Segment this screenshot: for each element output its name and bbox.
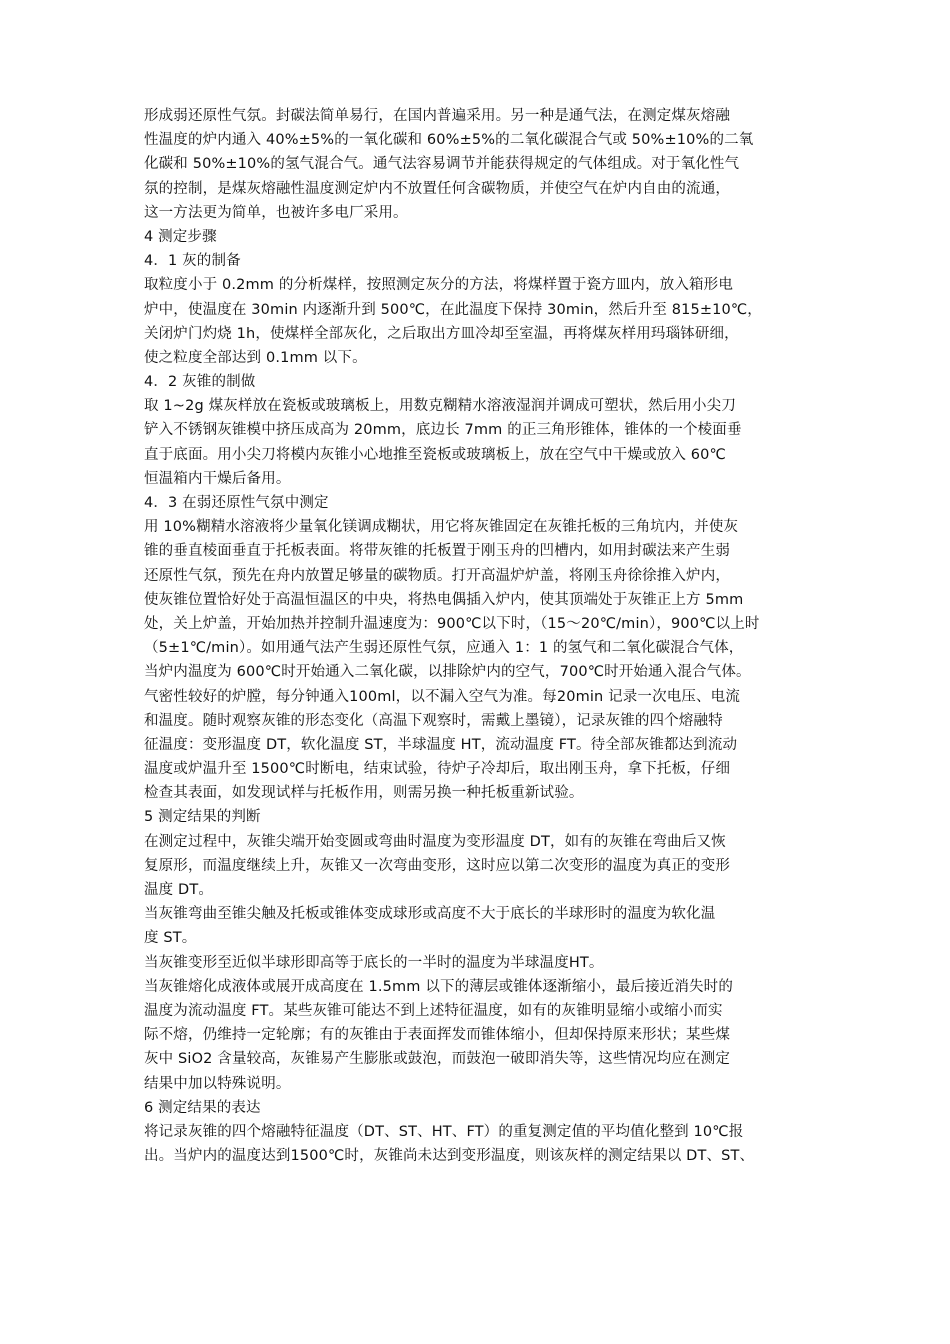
text-line: 出。当炉内的温度达到1500℃时，灰锥尚未达到变形温度，则该灰样的测定结果以 DT、ST、 bbox=[144, 1148, 755, 1165]
text-line: 氛的控制，是煤灰熔融性温度测定炉内不放置任何含碳物质，并使空气在炉内自由的流通， bbox=[144, 180, 730, 197]
text-line: 性温度的炉内通入 40%±5%的一氧化碳和 60%±5%的二氧化碳混合气或 50%±10%的二氧 bbox=[144, 132, 754, 149]
text-line: 4．1 灰的制备 bbox=[144, 253, 241, 270]
text-line: 温度或炉温升至 1500℃时断电，结束试验，待炉子冷却后，取出刚玉舟，拿下托板，仔细 bbox=[144, 761, 731, 778]
text-line: 结果中加以特殊说明。 bbox=[144, 1075, 291, 1092]
text-line: 度 ST。 bbox=[144, 930, 197, 947]
text-line: 化碳和 50%±10%的氢气混合气。通气法容易调节并能获得规定的气体组成。对于氧化性气 bbox=[144, 156, 740, 173]
text-line: 使之粒度全部达到 0.1mm 以下。 bbox=[144, 349, 367, 366]
text-line: 温度 DT。 bbox=[144, 882, 214, 898]
text-line: （5±1℃/min）。如用通气法产生弱还原性气氛，应通入 1：1 的氢气和二氧化碳混合气体， bbox=[144, 640, 744, 657]
text-line: 6 测定结果的表达 bbox=[144, 1099, 261, 1116]
text-line: 4 测定步骤 bbox=[144, 228, 217, 245]
text-line: 当灰锥弯曲至锥尖触及托板或锥体变成球形或高度不大于底长的半球形时的温度为软化温 bbox=[144, 906, 716, 923]
text-line: 温度为流动温度 FT。某些灰锥可能达不到上述特征温度，如有的灰锥明显缩小或缩小而实 bbox=[144, 1002, 723, 1019]
text-line: 将记录灰锥的四个熔融特征温度（DT、ST、HT、FT）的重复测定值的平均值化整到 10℃报 bbox=[144, 1123, 744, 1140]
text-line: 还原性气氛，预先在舟内放置足够量的碳物质。打开高温炉炉盖，将刚玉舟徐徐推入炉内， bbox=[144, 567, 730, 584]
text-line: 取 1~2g 煤灰样放在瓷板或玻璃板上，用数克糊精水溶液湿润并调成可塑状，然后用小尖刀 bbox=[144, 398, 736, 415]
text-line: 4．3 在弱还原性气氛中测定 bbox=[144, 495, 329, 511]
text-line: 用 10%糊精水溶液将少量氧化镁调成糊状，用它将灰锥固定在灰锥托板的三角坑内，并使灰 bbox=[144, 519, 739, 536]
text-line: 4．2 灰锥的制做 bbox=[144, 374, 256, 391]
text-line: 当灰锥熔化成液体或展开成高度在 1.5mm 以下的薄层或锥体逐渐缩小，最后接近消失时的 bbox=[144, 978, 733, 995]
text-line: 灰中 SiO2 含量较高，灰锥易产生膨胀或鼓泡，而鼓泡一破即消失等，这些情况均应在测定 bbox=[144, 1051, 731, 1068]
text-line: 直于底面。用小尖刀将模内灰锥小心地推至瓷板或玻璃板上，放在空气中干燥或放入 60℃ bbox=[144, 446, 726, 463]
text-line: 气密性较好的炉膛，每分钟通入100ml，以不漏入空气为准。每20min 记录一次电压、电流 bbox=[144, 688, 740, 705]
text-line: 在测定过程中，灰锥尖端开始变圆或弯曲时温度为变形温度 DT，如有的灰锥在弯曲后又恢 bbox=[144, 833, 726, 850]
text-line: 炉中，使温度在 30min 内逐渐升到 500℃，在此温度下保持 30min，然后升至 815±10℃， bbox=[144, 301, 762, 318]
text-line: 取粒度小于 0.2mm 的分析煤样，按照测定灰分的方法，将煤样置于瓷方皿内，放入箱形电 bbox=[144, 277, 733, 294]
text-line: 关闭炉门灼烧 1h，使煤样全部灰化，之后取出方皿冷却至室温，再将煤灰样用玛瑙钵研细， bbox=[144, 325, 739, 342]
text-line: 使灰锥位置恰好处于高温恒温区的中央，将热电偶插入炉内，使其顶端处于灰锥正上方 5mm bbox=[144, 591, 744, 608]
text-line: 际不熔，仍维持一定轮廓；有的灰锥由于表面挥发而锥体缩小，但却保持原来形状；某些煤 bbox=[144, 1027, 730, 1044]
text-line: 复原形，而温度继续上升，灰锥又一次弯曲变形，这时应以第二次变形的温度为真正的变形 bbox=[144, 857, 730, 874]
text-line: 和温度。随时观察灰锥的形态变化（高温下观察时，需戴上墨镜），记录灰锥的四个熔融特 bbox=[144, 712, 723, 729]
text-line: 铲入不锈钢灰锥模中挤压成高为 20mm，底边长 7mm 的正三角形锥体，锥体的一个棱面垂 bbox=[144, 422, 742, 439]
text-line: 这一方法更为简单，也被许多电厂采用。 bbox=[144, 204, 408, 221]
text-line: 5 测定结果的判断 bbox=[144, 809, 261, 826]
text-line: 当炉内温度为 600℃时开始通入二氧化碳，以排除炉内的空气，700℃时开始通入混合气体。 bbox=[144, 664, 751, 681]
text-line: 形成弱还原性气氛。封碳法简单易行，在国内普遍采用。另一种是通气法，在测定煤灰熔融 bbox=[144, 108, 730, 124]
text-line: 处，关上炉盖，开始加热并控制升温速度为：900℃以下时，（15～20℃/min），900℃以上时 bbox=[144, 615, 760, 632]
text-line: 征温度：变形温度 DT，软化温度 ST，半球温度 HT，流动温度 FT。待全部灰锥都达到流动 bbox=[144, 736, 738, 753]
text-line: 当灰锥变形至近似半球形即高等于底长的一半时的温度为半球温度HT。 bbox=[144, 954, 604, 971]
text-line: 检查其表面，如发现试样与托板作用，则需另换一种托板重新试验。 bbox=[144, 785, 584, 802]
text-line: 恒温箱内干燥后备用。 bbox=[144, 470, 291, 487]
text-line: 锥的垂直棱面垂直于托板表面。将带灰锥的托板置于刚玉舟的凹槽内，如用封碳法来产生弱 bbox=[144, 543, 730, 560]
document-body bbox=[144, 104, 816, 1168]
